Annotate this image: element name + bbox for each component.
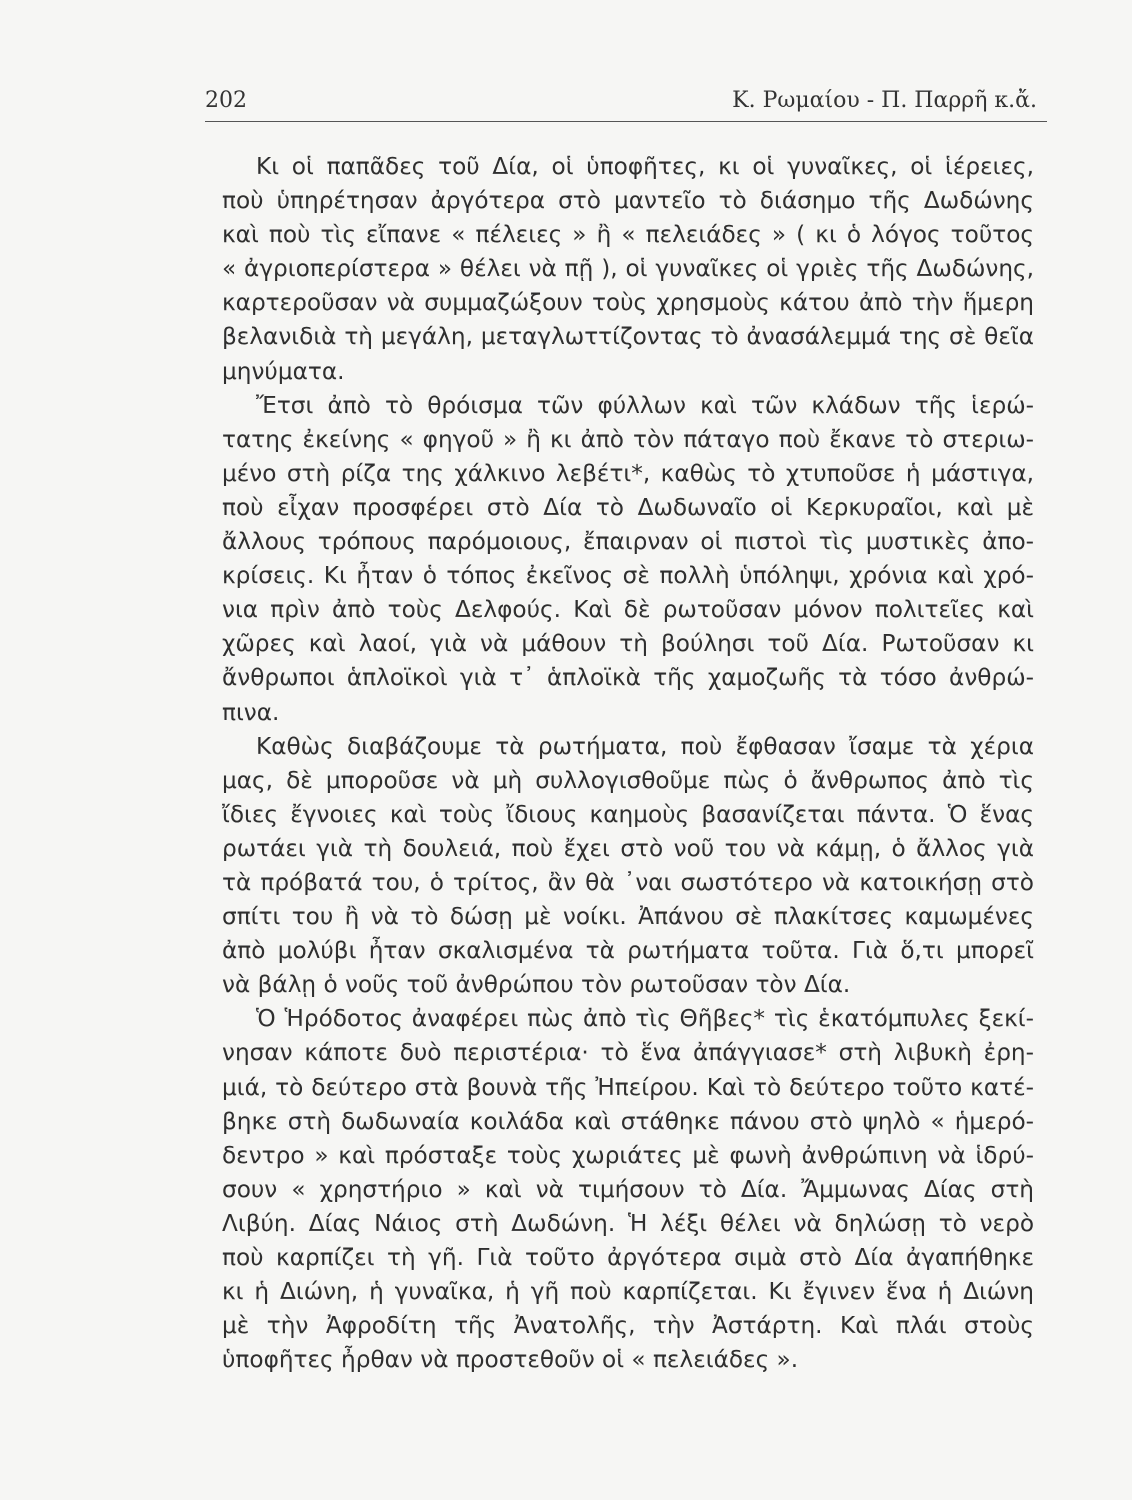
text-line: Λιβύη. Δίας Νάιος στὴ Δωδώνη. Ἡ λέξι θέλει νὰ δηλώσῃ τὸ νερὸ bbox=[222, 1209, 1034, 1237]
text-line: καὶ ποὺ τὶς εἴπανε « πέλειες » ἢ « πελειάδες » ( κι ὁ λόγος τοῦτος bbox=[222, 221, 1034, 249]
running-title: Κ. Ρωμαίου - Π. Παρρῆ κ.ἄ. bbox=[732, 88, 1037, 113]
text-line: ἄλλους τρόπους παρόμοιους, ἔπαιρναν οἱ πιστοὶ τὶς μυστικὲς ἀπο- bbox=[222, 528, 1034, 556]
text-line: δεντρο » καὶ πρόσταξε τοὺς χωριάτες μὲ φωνὴ ἀνθρώπινη νὰ ἱδρύ- bbox=[222, 1141, 1034, 1169]
text-line: ρωτάει γιὰ τὴ δουλειά, ποὺ ἔχει στὸ νοῦ του νὰ κάμῃ, ὁ ἄλλος γιὰ bbox=[222, 834, 1034, 862]
text-line: μιά, τὸ δεύτερο στὰ βουνὰ τῆς Ἠπείρου. Καὶ τὸ δεύτερο τοῦτο κατέ- bbox=[222, 1073, 1034, 1101]
header-rule bbox=[205, 121, 1047, 122]
page-number: 202 bbox=[205, 88, 247, 113]
running-head bbox=[205, 88, 1045, 124]
text-line: Ἔτσι ἀπὸ τὸ θρόισμα τῶν φύλλων καὶ τῶν κλάδων τῆς ἱερώ- bbox=[256, 391, 1034, 419]
text-line: κρίσεις. Κι ἦταν ὁ τόπος ἐκεῖνος σὲ πολλὴ ὑπόληψι, χρόνια καὶ χρό- bbox=[222, 562, 1034, 590]
text-line: Καθὼς διαβάζουμε τὰ ρωτήματα, ποὺ ἔφθασαν ἴσαμε τὰ χέρια bbox=[256, 732, 1034, 760]
text-line: πινα. bbox=[222, 698, 280, 726]
text-line: βηκε στὴ δωδωναία κοιλάδα καὶ στάθηκε πάνου στὸ ψηλὸ « ἡμερό- bbox=[222, 1107, 1034, 1135]
text-line: ποὺ ὑπηρέτησαν ἀργότερα στὸ μαντεῖο τὸ διάσημο τῆς Δωδώνης bbox=[222, 187, 1034, 215]
text-line: μηνύματα. bbox=[222, 357, 345, 385]
text-line: μένο στὴ ρίζα της χάλκινο λεβέτι*, καθὼς τὸ χτυποῦσε ἡ μάστιγα, bbox=[222, 459, 1034, 487]
text-line: τατης ἐκείνης « φηγοῦ » ἢ κι ἀπὸ τὸν πάταγο ποὺ ἔκανε τὸ στεριω- bbox=[222, 425, 1034, 453]
text-line: ὑποφῆτες ἦρθαν νὰ προστεθοῦν οἱ « πελειάδες ». bbox=[222, 1346, 799, 1374]
text-line: τὰ πρόβατά του, ὁ τρίτος, ἂν θὰ ᾽ναι σωστότερο νὰ κατοικήσῃ στὸ bbox=[222, 868, 1034, 896]
text-line: Κι οἱ παπᾶδες τοῦ Δία, οἱ ὑποφῆτες, κι οἱ γυναῖκες, οἱ ἱέρειες, bbox=[256, 153, 1034, 180]
text-line: νησαν κάποτε δυὸ περιστέρια· τὸ ἕνα ἀπάγγιασε* στὴ λιβυκὴ ἐρη- bbox=[222, 1039, 1034, 1067]
text-line: βελανιδιὰ τὴ μεγάλη, μεταγλωττίζοντας τὸ ἀνασάλεμμά της σὲ θεῖα bbox=[222, 323, 1034, 351]
text-line: καρτεροῦσαν νὰ συμμαζώξουν τοὺς χρησμοὺς κάτου ἀπὸ τὴν ἥμερη bbox=[222, 289, 1034, 317]
text-line: ἄνθρωποι ἁπλοϊκοὶ γιὰ τ᾽ ἁπλοϊκὰ τῆς χαμοζωῆς τὰ τόσο ἀνθρώ- bbox=[222, 664, 1034, 692]
text-line: σουν « χρηστήριο » καὶ νὰ τιμήσουν τὸ Δία. Ἄμμωνας Δίας στὴ bbox=[222, 1175, 1034, 1203]
text-line: « ἀγριοπερίστερα » θέλει νὰ πῇ ), οἱ γυναῖκες οἱ γριὲς τῆς Δωδώνης, bbox=[222, 255, 1034, 283]
text-line: κι ἡ Διώνη, ἡ γυναῖκα, ἡ γῆ ποὺ καρπίζεται. Κι ἔγινεν ἕνα ἡ Διώνη bbox=[222, 1278, 1034, 1306]
text-line: νὰ βάλῃ ὁ νοῦς τοῦ ἀνθρώπου τὸν ρωτοῦσαν τὸν Δία. bbox=[222, 971, 851, 999]
text-line: ἀπὸ μολύβι ἦταν σκαλισμένα τὰ ρωτήματα τοῦτα. Γιὰ ὅ,τι μπορεῖ bbox=[222, 937, 1034, 965]
body-text bbox=[222, 150, 1034, 1377]
text-line: σπίτι του ἢ νὰ τὸ δώσῃ μὲ νοίκι. Ἀπάνου σὲ πλακίτσες καμωμένες bbox=[222, 903, 1034, 931]
text-line: ἴδιες ἔγνοιες καὶ τοὺς ἴδιους καημοὺς βασανίζεται πάντα. Ὁ ἕνας bbox=[222, 800, 1034, 828]
text-line: μας, δὲ μποροῦσε νὰ μὴ συλλογισθοῦμε πὼς ὁ ἄνθρωπος ἀπὸ τὶς bbox=[222, 766, 1034, 794]
text-line: μὲ τὴν Ἀφροδίτη τῆς Ἀνατολῆς, τὴν Ἀστάρτη. Καὶ πλάι στοὺς bbox=[222, 1312, 1034, 1340]
text-line: Ὁ Ἡρόδοτος ἀναφέρει πὼς ἀπὸ τὶς Θῆβες* τὶς ἑκατόμπυλες ξεκί- bbox=[256, 1005, 1034, 1033]
text-line: ποὺ καρπίζει τὴ γῆ. Γιὰ τοῦτο ἀργότερα σιμὰ στὸ Δία ἀγαπήθηκε bbox=[222, 1244, 1034, 1271]
text-line: νια πρὶν ἀπὸ τοὺς Δελφούς. Καὶ δὲ ρωτοῦσαν μόνον πολιτεῖες καὶ bbox=[222, 596, 1034, 624]
text-line: χῶρες καὶ λαοί, γιὰ νὰ μάθουν τὴ βούλησι τοῦ Δία. Ρωτοῦσαν κι bbox=[222, 630, 1034, 658]
text-line: ποὺ εἶχαν προσφέρει στὸ Δία τὸ Δωδωναῖο οἱ Κερκυραῖοι, καὶ μὲ bbox=[222, 493, 1034, 521]
